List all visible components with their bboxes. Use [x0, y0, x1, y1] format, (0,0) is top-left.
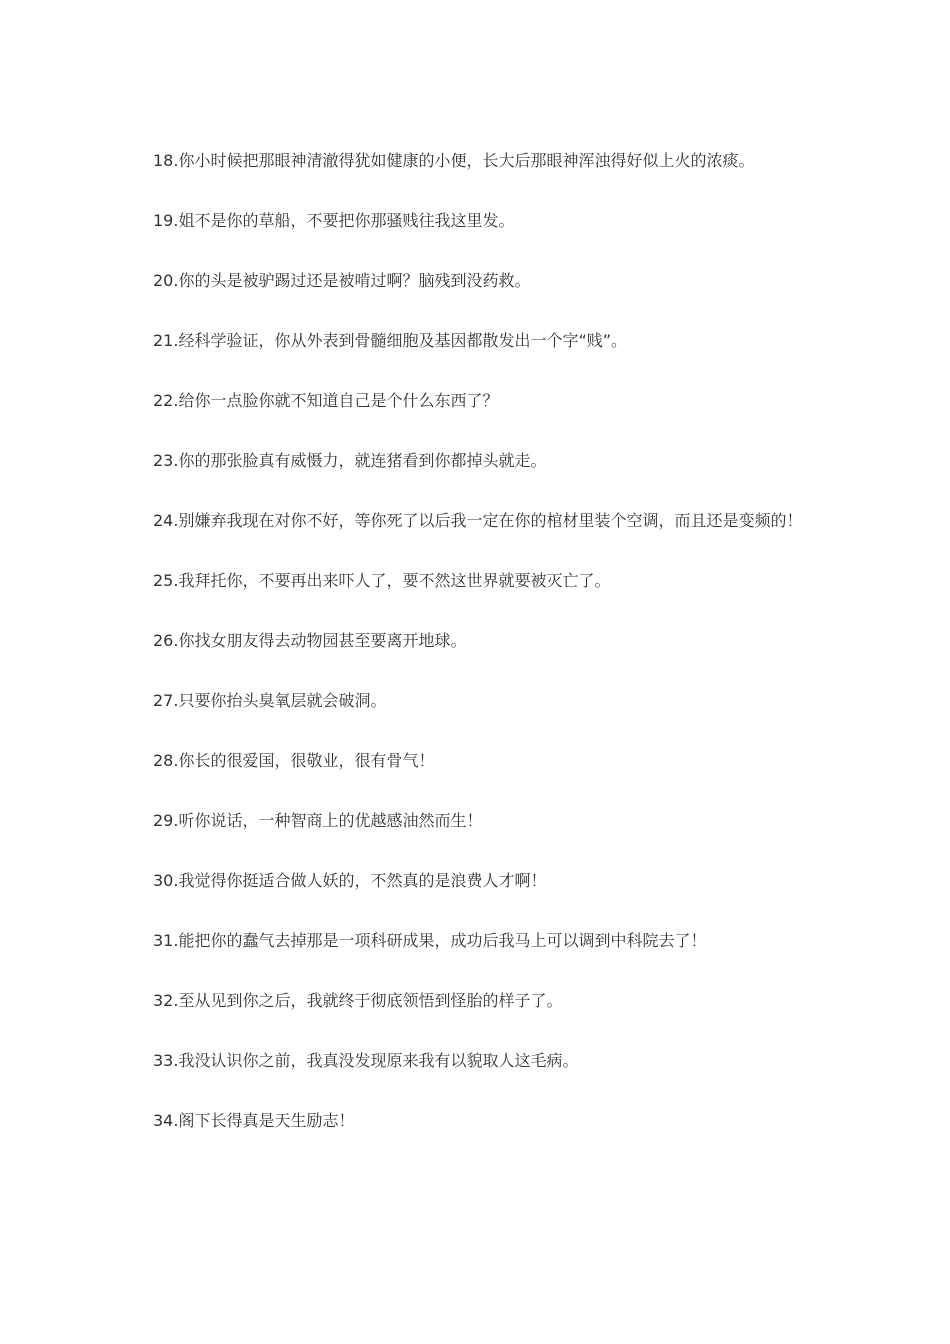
list-item: 22.给你一点脸你就不知道自己是个什么东西了？ [153, 391, 499, 410]
list-item: 25.我拜托你，不要再出来吓人了，要不然这世界就要被灭亡了。 [153, 571, 611, 590]
list-item: 19.姐不是你的草船，不要把你那骚贱往我这里发。 [153, 211, 515, 230]
list-item: 27.只要你抬头臭氧层就会破洞。 [153, 691, 387, 710]
list-item: 31.能把你的蠢气去掉那是一项科研成果，成功后我马上可以调到中科院去了！ [153, 931, 707, 950]
list-item: 29.听你说话，一种智商上的优越感油然而生！ [153, 811, 483, 830]
document-body [153, 146, 813, 1136]
list-item: 30.我觉得你挺适合做人妖的，不然真的是浪费人才啊！ [153, 871, 547, 890]
list-item: 28.你长的很爱国，很敬业，很有骨气！ [153, 751, 435, 770]
list-item: 21.经科学验证，你从外表到骨髓细胞及基因都散发出一个字“贱”。 [153, 331, 628, 350]
list-item: 18.你小时候把那眼神清澈得犹如健康的小便，长大后那眼神浑浊得好似上火的浓痰。 [153, 151, 755, 170]
list-item: 32.至从见到你之后，我就终于彻底领悟到怪胎的样子了。 [153, 991, 563, 1010]
list-item: 26.你找女朋友得去动物园甚至要离开地球。 [153, 631, 467, 650]
list-item: 23.你的那张脸真有威慑力，就连猪看到你都掉头就走。 [153, 451, 547, 470]
list-item: 34.阁下长得真是天生励志！ [153, 1111, 355, 1130]
list-item: 24.别嫌弃我现在对你不好，等你死了以后我一定在你的棺材里装个空调，而且还是变频的！ [153, 511, 803, 530]
list-item: 33.我没认识你之前，我真没发现原来我有以貌取人这毛病。 [153, 1051, 579, 1070]
list-item: 20.你的头是被驴踢过还是被啃过啊？脑残到没药救。 [153, 271, 531, 290]
